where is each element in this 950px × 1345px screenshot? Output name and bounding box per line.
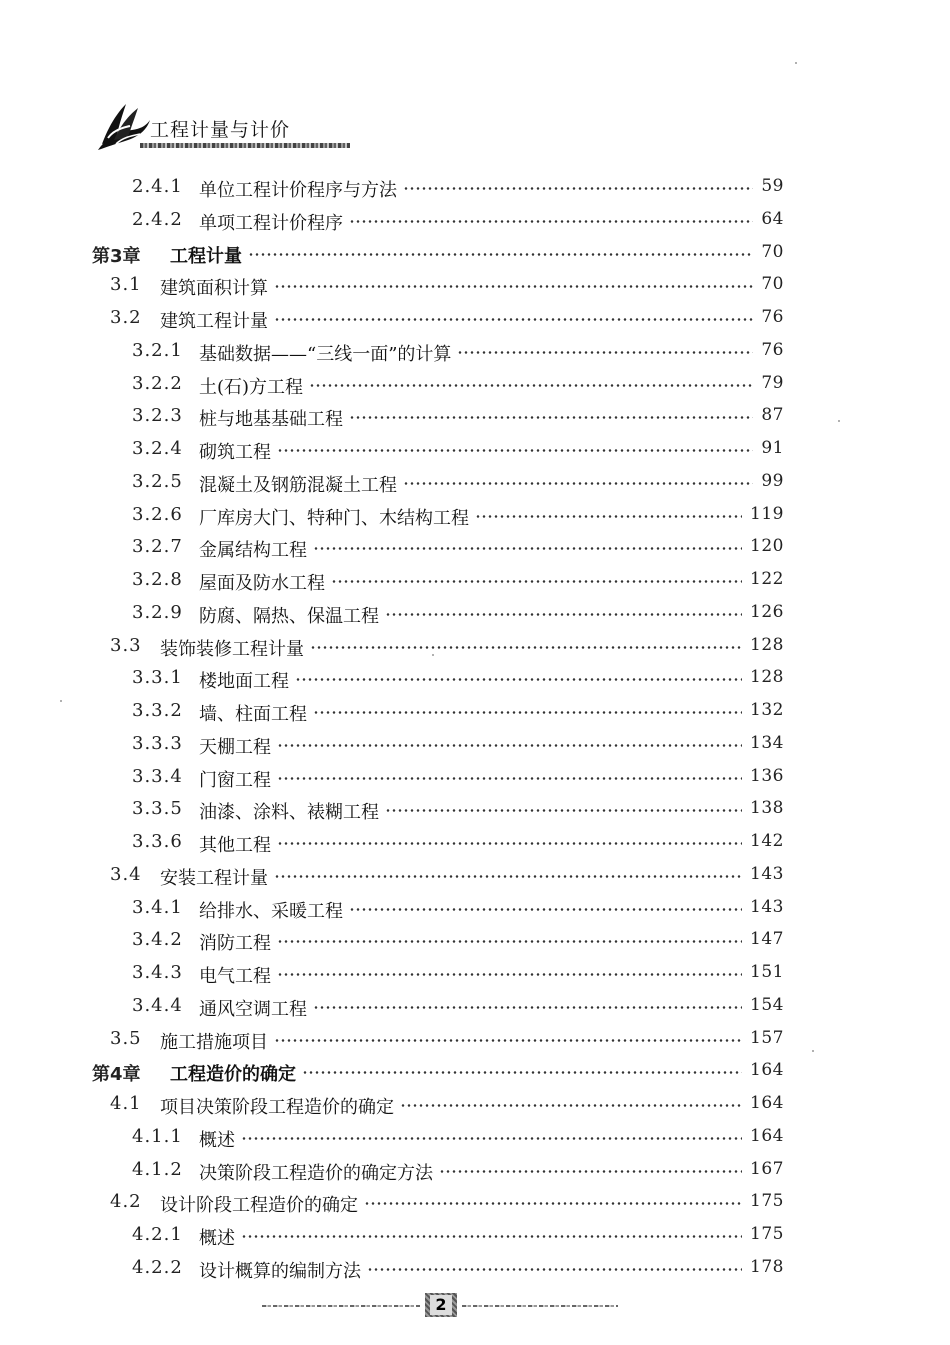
toc-entry-title: 设计阶段工程造价的确定	[160, 1195, 358, 1217]
toc-dot-leader	[364, 1202, 742, 1205]
toc-entry-title: 桩与地基基础工程	[199, 409, 343, 431]
toc-entry-number: 3.2.3	[132, 405, 183, 427]
toc-entry-number: 3.3.5	[132, 798, 183, 820]
toc-entry	[0, 827, 950, 855]
toc-entry-title: 消防工程	[199, 933, 271, 955]
toc-dot-leader	[475, 515, 742, 518]
toc-entry-page: 154	[750, 994, 784, 1015]
toc-entry-title: 概述	[199, 1129, 235, 1151]
toc-entry-title: 决策阶段工程造价的确定方法	[199, 1162, 433, 1184]
toc-entry-title: 楼地面工程	[199, 671, 289, 693]
toc-entry-number: 3.3.2	[132, 700, 183, 721]
toc-entry-page: 122	[750, 569, 784, 589]
toc-entry-number: 3.2.7	[132, 536, 183, 558]
toc-entry-page: 99	[761, 470, 784, 491]
toc-entry-page: 76	[761, 339, 784, 360]
toc-dot-leader	[313, 711, 742, 714]
toc-entry-number: 3.2.8	[132, 569, 183, 590]
toc-entry-page: 64	[761, 208, 784, 229]
toc-entry-page: 70	[761, 274, 784, 295]
toc-dot-leader	[313, 1006, 742, 1009]
toc-entry	[0, 958, 950, 986]
footer-rule-left	[262, 1305, 420, 1307]
toc-entry-number: 2.4.2	[132, 208, 183, 230]
toc-entry-title: 油漆、涂料、裱糊工程	[199, 802, 379, 824]
toc-entry-page: 142	[750, 831, 784, 851]
toc-entry	[0, 729, 950, 757]
toc-entry-page: 76	[761, 307, 784, 327]
toc-entry-page: 136	[750, 765, 784, 786]
toc-entry-page: 175	[750, 1224, 784, 1244]
toc-dot-leader	[313, 547, 742, 550]
toc-entry	[0, 1155, 950, 1183]
toc-entry-number: 4.1.1	[132, 1125, 183, 1147]
toc-entry-title: 天棚工程	[199, 736, 271, 758]
toc-entry-title: 工程计量	[170, 245, 242, 267]
toc-dot-leader	[457, 351, 753, 354]
toc-entry-number: 3.2	[110, 307, 142, 328]
toc-entry-title: 安装工程计量	[160, 867, 268, 889]
toc-dot-leader	[331, 580, 742, 583]
toc-entry-page: 143	[750, 896, 784, 917]
toc-entry-page: 157	[750, 1027, 784, 1048]
toc-entry	[0, 1056, 950, 1084]
toc-entry	[0, 893, 950, 921]
footer-rule-right	[462, 1305, 618, 1307]
toc-entry	[0, 238, 950, 266]
toc-entry-number: 3.4.2	[132, 929, 183, 951]
scan-speck	[795, 62, 797, 64]
toc-entry-number: 3.2.2	[132, 372, 183, 394]
toc-entry-page: 164	[750, 1093, 784, 1113]
toc-dot-leader	[367, 1268, 742, 1271]
toc-entry	[0, 303, 950, 331]
toc-dot-leader	[439, 1170, 742, 1173]
toc-entry-number: 3.2.9	[132, 601, 183, 623]
toc-entry-page: 167	[750, 1158, 784, 1179]
toc-entry-page: 164	[750, 1060, 784, 1081]
toc-entry	[0, 401, 950, 429]
toc-dot-leader	[274, 285, 753, 288]
toc-entry-number: 3.2.4	[132, 438, 183, 459]
toc-entry-page: 128	[750, 667, 784, 688]
toc-entry-number: 3.2.6	[132, 503, 183, 525]
toc-dot-leader	[277, 973, 742, 976]
toc-entry-title: 砌筑工程	[199, 442, 271, 463]
toc-entry-page: 128	[750, 634, 784, 655]
toc-entry	[0, 270, 950, 298]
toc-entry	[0, 467, 950, 495]
toc-dot-leader	[241, 1235, 742, 1238]
toc-dot-leader	[277, 940, 742, 943]
toc-entry-number: 第4章	[92, 1064, 141, 1086]
toc-entry-page: 147	[750, 929, 784, 950]
toc-entry-number: 3.1	[110, 274, 142, 296]
toc-dot-leader	[277, 842, 742, 845]
toc-entry	[0, 991, 950, 1019]
toc-dot-leader	[277, 449, 753, 452]
toc-dot-leader	[349, 416, 753, 419]
toc-entry-number: 4.2	[110, 1191, 142, 1213]
toc-entry	[0, 663, 950, 691]
toc-entry	[0, 532, 950, 560]
toc-entry-number: 2.4.1	[132, 176, 183, 197]
toc-dot-leader	[295, 678, 742, 681]
toc-entry-title: 门窗工程	[199, 769, 271, 791]
scan-speck	[812, 1050, 814, 1052]
toc-entry-title: 装饰装修工程计量	[160, 638, 304, 660]
toc-entry-page: 91	[761, 438, 784, 458]
toc-entry-page: 138	[750, 798, 784, 819]
toc-entry-page: 164	[750, 1125, 784, 1146]
toc-entry-number: 4.1.2	[132, 1158, 183, 1180]
toc-entry-number: 3.3.1	[132, 667, 183, 689]
toc-entry	[0, 598, 950, 626]
toc-entry-title: 单位工程计价程序与方法	[199, 180, 397, 201]
toc-dot-leader	[277, 777, 742, 780]
toc-dot-leader	[248, 253, 753, 256]
toc-entry-page: 87	[761, 405, 784, 426]
toc-entry	[0, 565, 950, 593]
page-number: 2	[430, 1295, 451, 1315]
toc-entry	[0, 1253, 950, 1281]
toc-entry-title: 建筑面积计算	[160, 278, 268, 300]
toc-entry-title: 通风空调工程	[199, 998, 307, 1020]
toc-entry	[0, 762, 950, 790]
toc-dot-leader	[349, 220, 753, 223]
toc-entry-number: 3.3.6	[132, 831, 183, 852]
scan-speck	[838, 420, 840, 422]
toc-entry-title: 单项工程计价程序	[199, 212, 343, 234]
toc-entry-title: 项目决策阶段工程造价的确定	[160, 1097, 394, 1118]
toc-entry-number: 3.3.4	[132, 765, 183, 787]
toc-entry	[0, 860, 950, 888]
toc-entry-page: 143	[750, 863, 784, 884]
toc-entry-title: 概述	[199, 1228, 235, 1249]
toc-entry-number: 4.2.2	[132, 1256, 183, 1278]
toc-entry-number: 3.4.4	[132, 994, 183, 1016]
toc-entry-page: 79	[761, 372, 784, 393]
toc-dot-leader	[274, 318, 753, 321]
toc-entry	[0, 369, 950, 397]
toc-entry-title: 厂库房大门、特种门、木结构工程	[199, 507, 469, 529]
toc-entry-page: 119	[750, 503, 784, 524]
toc-entry-title: 设计概算的编制方法	[199, 1260, 361, 1282]
toc-entry-page: 178	[750, 1256, 784, 1277]
toc-entry-title: 电气工程	[199, 966, 271, 987]
toc-entry	[0, 1089, 950, 1117]
toc-dot-leader	[349, 908, 742, 911]
toc-entry-title: 基础数据——“三线一面”的计算	[199, 343, 452, 365]
toc-entry	[0, 925, 950, 953]
toc-entry	[0, 205, 950, 233]
toc-entry-number: 3.3.3	[132, 732, 183, 754]
toc-entry-page: 175	[750, 1191, 784, 1212]
toc-entry-number: 3.2.5	[132, 470, 183, 492]
toc-entry-number: 4.2.1	[132, 1224, 183, 1245]
toc-entry	[0, 1024, 950, 1052]
toc-dot-leader	[274, 1039, 742, 1042]
toc-entry-page: 151	[750, 962, 784, 982]
toc-entry	[0, 1187, 950, 1215]
toc-entry-title: 建筑工程计量	[160, 311, 268, 332]
toc-entry-page: 134	[750, 732, 784, 753]
toc-entry-page: 59	[761, 176, 784, 196]
toc-dot-leader	[241, 1137, 742, 1140]
toc-dot-leader	[385, 613, 742, 616]
toc-dot-leader	[385, 809, 742, 812]
toc-entry	[0, 631, 950, 659]
toc-entry	[0, 336, 950, 364]
toc-entry-title: 混凝土及钢筋混凝土工程	[199, 474, 397, 496]
toc-entry-number: 3.5	[110, 1027, 142, 1049]
toc-dot-leader	[309, 384, 753, 387]
toc-dot-leader	[302, 1071, 742, 1074]
toc-entry-title: 防腐、隔热、保温工程	[199, 605, 379, 627]
toc-entry-title: 给排水、采暖工程	[199, 900, 343, 922]
toc-entry-number: 3.4.3	[132, 962, 183, 983]
toc-entry-title: 施工措施项目	[160, 1031, 268, 1053]
toc-entry-number: 3.3	[110, 634, 142, 656]
toc-entry	[0, 172, 950, 200]
toc-entry-page: 70	[761, 241, 784, 262]
toc-entry	[0, 500, 950, 528]
toc-entry-number: 3.4.1	[132, 896, 183, 918]
page-number-badge	[425, 1293, 457, 1317]
header-title: 工程计量与计价	[150, 119, 291, 141]
scan-speck	[432, 654, 434, 656]
toc-dot-leader	[310, 646, 742, 649]
toc-entry-page: 132	[750, 700, 784, 720]
toc-dot-leader	[274, 875, 742, 878]
toc-entry-page: 120	[750, 536, 784, 557]
toc-entry	[0, 794, 950, 822]
scan-speck	[60, 700, 62, 702]
toc-entry-page: 126	[750, 601, 784, 622]
toc-dot-leader	[400, 1104, 742, 1107]
toc-entry-number: 3.4	[110, 863, 142, 885]
toc-entry-title: 工程造价的确定	[170, 1064, 296, 1086]
toc-entry	[0, 1220, 950, 1248]
toc-entry	[0, 434, 950, 462]
toc-entry-number: 3.2.1	[132, 339, 183, 361]
toc-entry	[0, 696, 950, 724]
toc-dot-leader	[277, 744, 742, 747]
toc-entry-title: 墙、柱面工程	[199, 704, 307, 725]
toc-entry-number: 第3章	[92, 245, 141, 267]
toc-entry-title: 金属结构工程	[199, 540, 307, 562]
toc-entry	[0, 1122, 950, 1150]
toc-entry-number: 4.1	[110, 1093, 142, 1114]
toc-entry-title: 其他工程	[199, 835, 271, 856]
toc-entry-title: 土(石)方工程	[199, 376, 304, 398]
toc-dot-leader	[403, 482, 753, 485]
toc-entry-title: 屋面及防水工程	[199, 573, 325, 594]
toc-dot-leader	[403, 187, 753, 190]
page-footer	[262, 1293, 618, 1317]
